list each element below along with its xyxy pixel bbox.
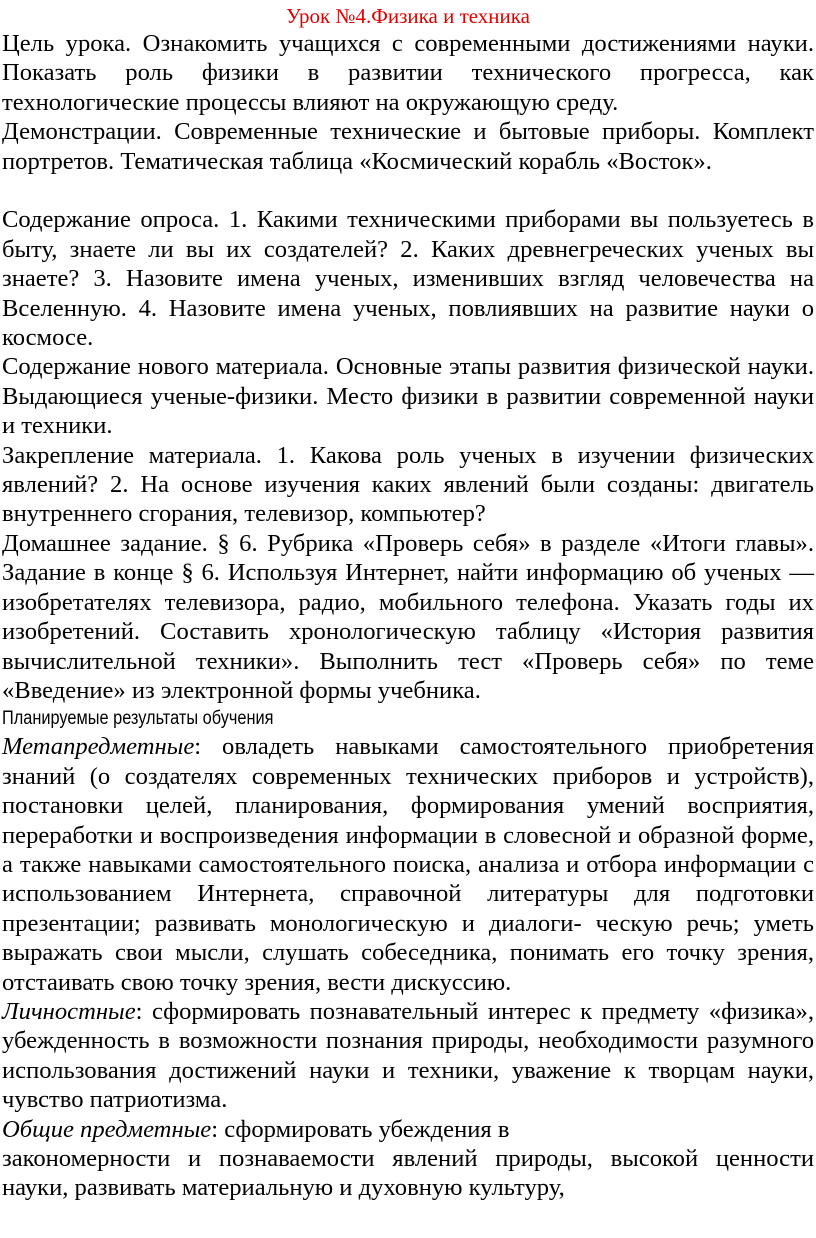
general-subject-line: [2, 1115, 814, 1144]
lesson-goal-paragraph: Цель урока. Ознакомить учащихся с современными достижениями науки. Показать роль физики в развитии технического прогресса, как технологические процессы влияют на окружающую среду.: [2, 30, 814, 116]
planned-results-heading: Планируемые результаты обучения: [2, 708, 274, 730]
reinforcement-paragraph: Закрепление материала. 1. Какова роль ученых в изучении физических явлений? 2. На основе изучения каких явлений были созданы: двигатель внутреннего сгорания, телевизор, компьютер?: [2, 441, 814, 528]
general-subject-text-start: : сформировать убеждения в: [211, 1115, 510, 1143]
meta-subject-label: Метапредметные: [2, 733, 195, 761]
document-body: [2, 29, 814, 1203]
blank-line: [2, 176, 814, 205]
new-material-paragraph: Содержание нового материала. Основные этапы развития физической науки. Выдающиеся ученые-физики. Место физики в развитии современной науки и техники.: [2, 353, 814, 440]
lesson-title: Урок №4.Физика и техника: [286, 4, 530, 28]
homework-paragraph: Домашнее задание. § 6. Рубрика «Проверь себя» в разделе «Итоги главы». Задание в конце § 6. Используя Интернет, найти информацию об ученых — изобретателях телевизора, радио, мобильного телефона. Указать годы их изобретений. Составить хронологическую таблицу «История развития вычислительной техники». Выполнить тест «Проверь себя» по теме «Введение» из электронной формы учебника.: [2, 529, 814, 704]
personal-paragraph: [2, 997, 814, 1115]
personal-text: : сформировать познавательный интерес к предмету «физика», убежденность в возможности познания природы, необходимости разумного использования достижений науки и техники, уважение к творцам науки, чувство патриотизма.: [2, 997, 814, 1114]
demonstrations-paragraph: Демонстрации. Современные технические и бытовые приборы. Комплект портретов. Тематическая таблица «Космический корабль «Восток».: [2, 118, 814, 175]
personal-label: Личностные: [2, 997, 136, 1025]
general-subject-paragraph: закономерности и познаваемости явлений природы, высокой ценности науки, развивать материальную и духовную культуру,: [2, 1145, 814, 1202]
meta-subject-text: : овладеть навыками самостоятельного приобретения знаний (о создателях современных технических приборов и устройств), постановки целей, планирования, формирования умений восприятия, переработки и воспроизведения информации в словесной и образной форме, а также навыками самостоятельного поиска, анализа и отбора информации с использованием Интернета, справочной литературы для подготовки презентации; развивать монологическую и диалоги- ческую речь; уметь выражать свои мысли, слушать собеседника, понимать его точку зрения, отстаивать свою точку зрения, вести дискуссию.: [2, 733, 814, 996]
meta-subject-paragraph: [2, 732, 814, 997]
survey-paragraph: Содержание опроса. 1. Какими техническими приборами вы пользуетесь в быту, знаете ли вы их создателей? 2. Каких древнегреческих ученых вы знаете? 3. Назовите имена ученых, изменивших взгляд человечества на Вселенную. 4. Назовите имена ученых, повлиявших на развитие науки о космосе.: [2, 206, 814, 352]
general-subject-label: Общие предметные: [2, 1115, 212, 1143]
